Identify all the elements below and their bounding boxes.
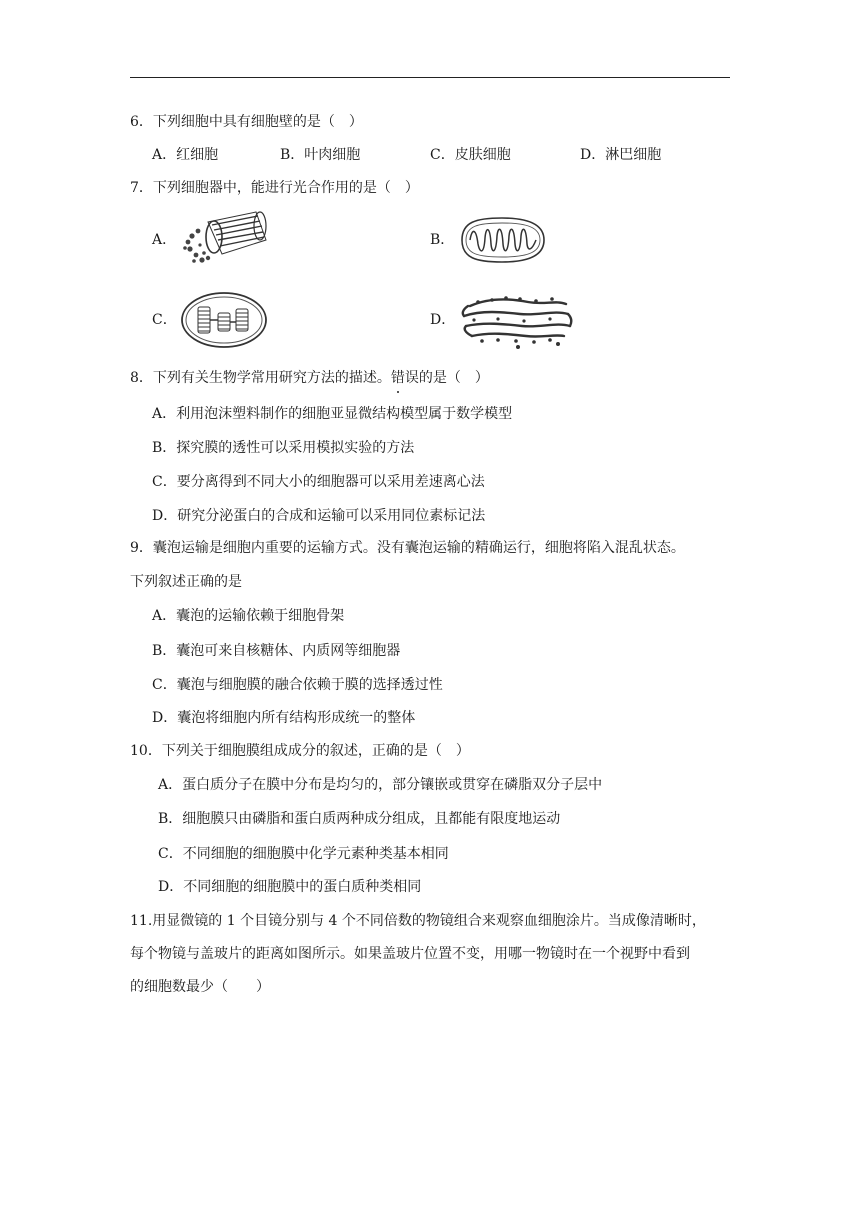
centriole-icon: [178, 208, 270, 270]
q8-stem-pre: 8．下列有关生物学常用研究方法的描述。: [130, 370, 391, 386]
q6-option-b: B．叶肉细胞: [280, 147, 361, 163]
q11-stem-line-3: 的细胞数最少（ ）: [130, 979, 270, 995]
q6-stem: 6．下列细胞中具有细胞壁的是（ ）: [130, 114, 363, 130]
q11-stem-line-1: 11.用显微镜的 1 个目镜分别与 4 个不同倍数的物镜组合来观察血细胞涂片。当成像清晰时，: [130, 913, 706, 929]
q10-option-c: C．不同细胞的细胞膜中化学元素种类基本相同: [158, 846, 449, 862]
q8-stem-post: 误的是（ ）: [404, 370, 489, 386]
q6-option-a: A．红细胞: [152, 147, 219, 163]
q7-stem: 7．下列细胞器中，能进行光合作用的是（ ）: [130, 180, 419, 196]
q10-option-b: B．细胞膜只由磷脂和蛋白质两种成分组成，且都能有限度地运动: [158, 811, 561, 827]
q8-stem-emphasis: 错: [390, 370, 405, 386]
q10-stem: 10．下列关于细胞膜组成成分的叙述，正确的是（ ）: [130, 743, 470, 759]
q8-option-c: C．要分离得到不同大小的细胞器可以采用差速离心法: [152, 474, 485, 490]
header-rule: [130, 77, 730, 78]
q9-stem-line-1: 9．囊泡运输是细胞内重要的运输方式。没有囊泡运输的精确运行，细胞将陷入混乱状态。: [130, 540, 685, 556]
chloroplast-icon: [180, 291, 268, 349]
q9-stem-line-2: 下列叙述正确的是: [130, 574, 242, 590]
endoplasmic-reticulum-icon: [458, 292, 574, 352]
q8-option-b: B．探究膜的透性可以采用模拟实验的方法: [152, 440, 415, 456]
q6-option-d: D．淋巴细胞: [580, 147, 662, 163]
q7-option-a-label: A．: [152, 232, 177, 248]
q8-stem: [130, 368, 489, 388]
q7-option-b-label: B．: [430, 232, 455, 248]
q10-option-a: A．蛋白质分子在膜中分布是均匀的，部分镶嵌或贯穿在磷脂双分子层中: [158, 777, 603, 793]
q9-option-b: B．囊泡可来自核糖体、内质网等细胞器: [152, 643, 401, 659]
q7-option-c-label: C．: [152, 312, 177, 328]
q8-option-a: A．利用泡沫塑料制作的细胞亚显微结构模型属于数学模型: [152, 406, 513, 422]
q11-stem-line-2: 每个物镜与盖玻片的距离如图所示。如果盖玻片位置不变，用哪一物镜时在一个视野中看到: [130, 946, 690, 962]
q9-option-d: D．囊泡将细胞内所有结构形成统一的整体: [152, 710, 416, 726]
q9-option-c: C．囊泡与细胞膜的融合依赖于膜的选择透过性: [152, 677, 443, 693]
q9-option-a: A．囊泡的运输依赖于细胞骨架: [152, 608, 345, 624]
q10-option-d: D．不同细胞的细胞膜中的蛋白质种类相同: [158, 879, 422, 895]
q8-option-d: D．研究分泌蛋白的合成和运输可以采用同位素标记法: [152, 508, 486, 524]
q7-option-d-label: D．: [430, 312, 456, 328]
mitochondrion-icon: [456, 214, 548, 266]
q6-option-c: C．皮肤细胞: [430, 147, 511, 163]
